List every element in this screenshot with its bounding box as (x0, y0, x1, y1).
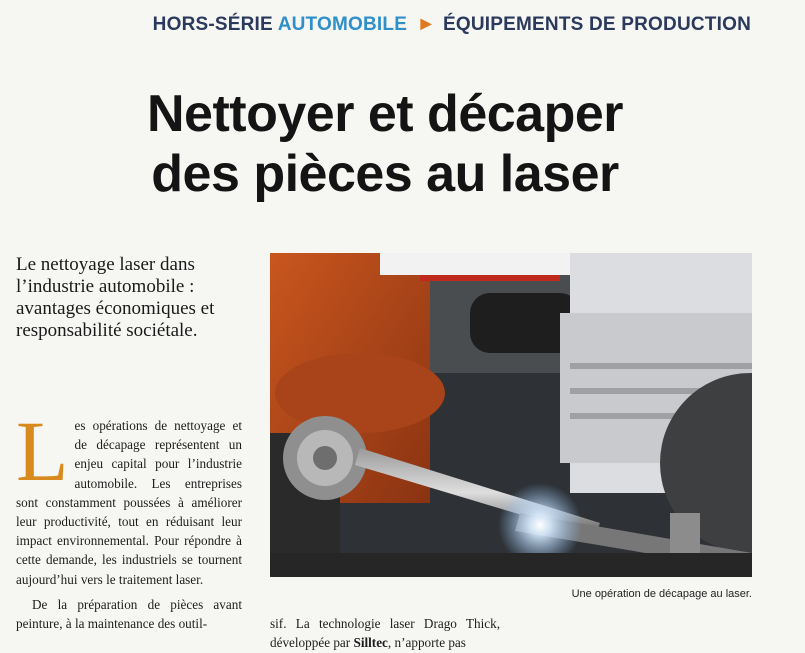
title-line-2: des pièces au laser (151, 145, 619, 203)
body-column-2 (270, 614, 500, 652)
section-header (153, 14, 751, 36)
header-topic: AUTOMOBILE (277, 14, 408, 35)
article-photo (270, 253, 752, 577)
title-line-1: Nettoyer et décaper (146, 85, 624, 143)
photo-caption: Une opération de décapage au laser. (571, 588, 752, 600)
company-name: Silltec (353, 635, 388, 651)
body-column-1 (16, 403, 242, 633)
article-title (0, 84, 770, 204)
header-section: ÉQUIPEMENTS DE PRODUCTION (443, 14, 751, 35)
paragraph-1-text: es opérations de nettoyage et de décapage représentent un enjeu capital pour l’industrie automobile. Les entreprises sont constamment poussées à améliorer leur productivité, tout en réduisant leur impact environnemental. Pour répondre à cette demande, les industriels se tournent aujourd’hui vers le traitement laser. (16, 418, 242, 587)
drop-cap: L (16, 403, 69, 499)
col2-text-b: , n’apporte pas (387, 635, 466, 651)
header-series: HORS-SÉRIE (152, 14, 273, 35)
col2-text-a: sif. La technologie laser Drago Thick, développée par (270, 616, 500, 651)
article-lead: Le nettoyage laser dans l’industrie automobile : avantages économiques et responsabilité sociétale. (16, 254, 215, 341)
paragraph-1 (16, 403, 242, 589)
paragraph-2: De la préparation de pièces avant peinture, à la maintenance des outil- (16, 596, 242, 632)
arrow-right-icon: ▶ (420, 15, 432, 31)
